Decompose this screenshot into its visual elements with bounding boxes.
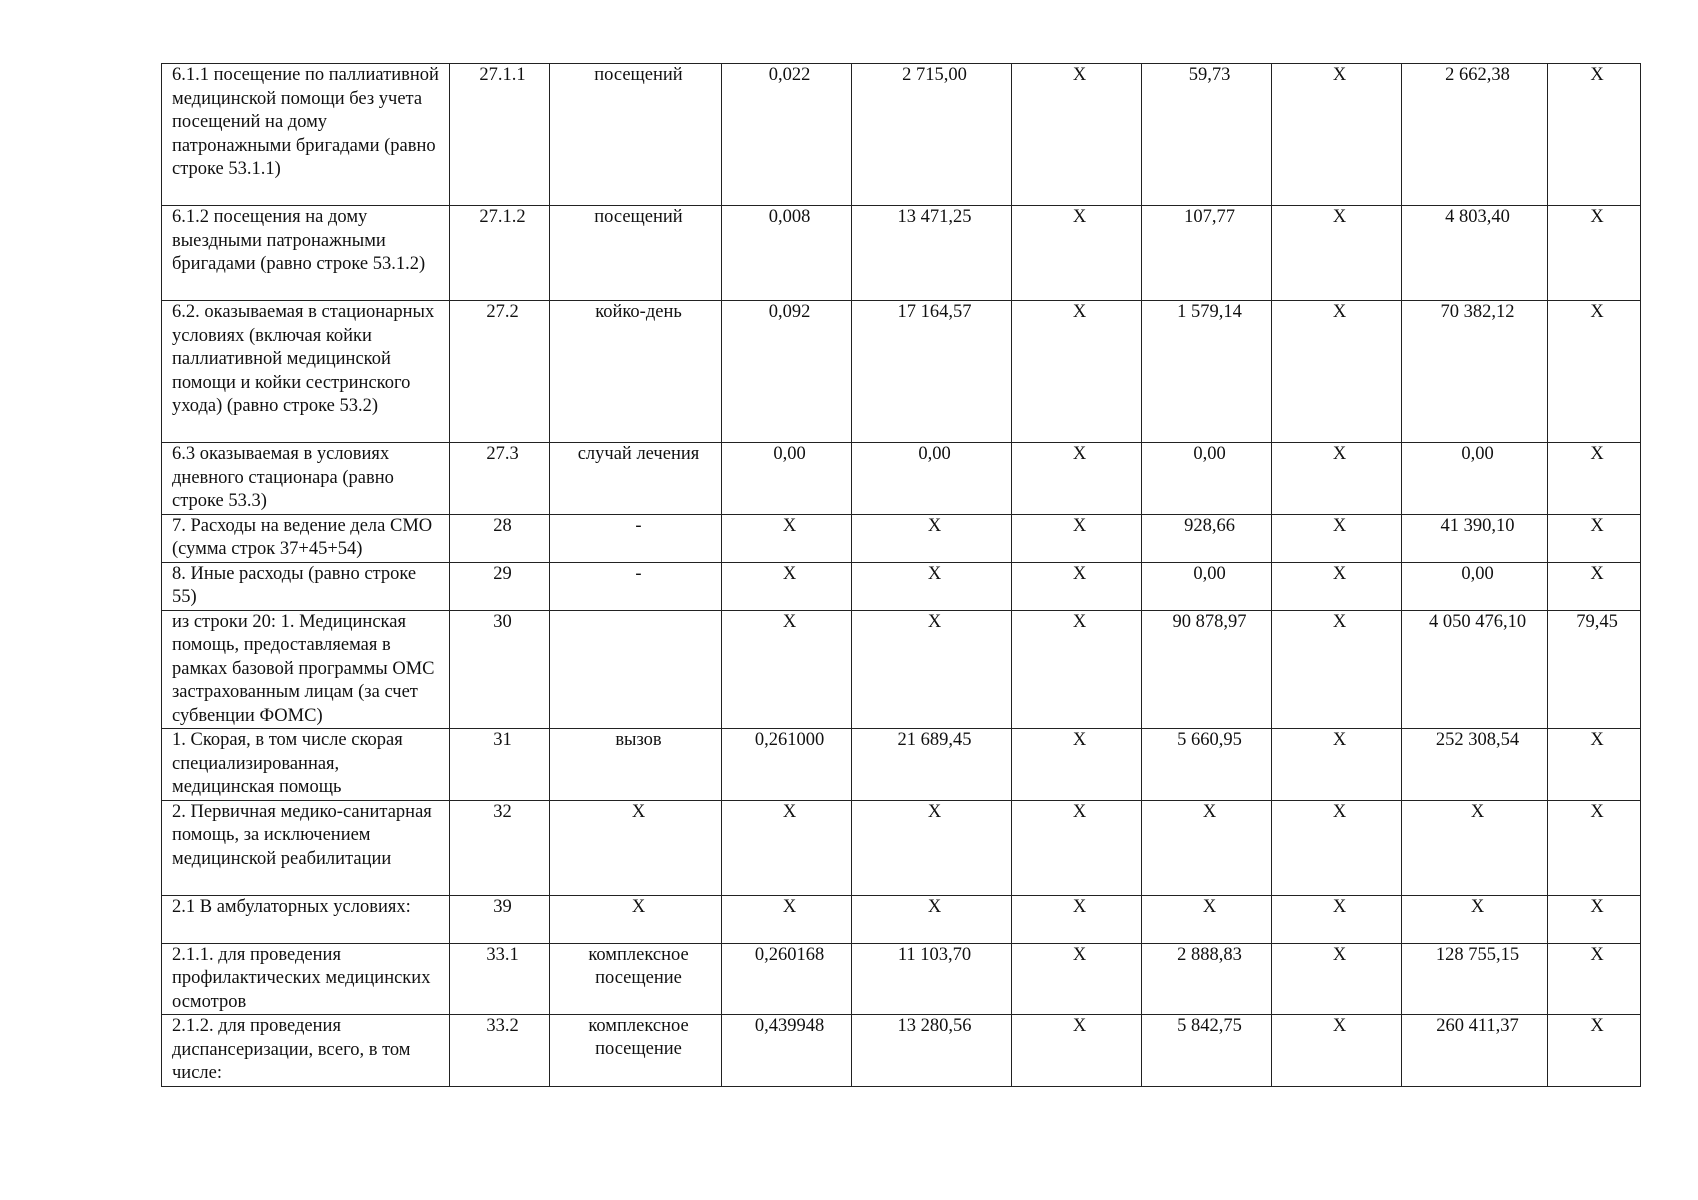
value-cell: X — [1142, 895, 1272, 943]
value-cell: 252 308,54 — [1402, 729, 1548, 801]
value-cell: 0,00 — [1402, 562, 1548, 610]
row-unit-cell: - — [550, 514, 722, 562]
value-cell: 90 878,97 — [1142, 610, 1272, 729]
value-cell: X — [1548, 895, 1641, 943]
row-code-cell: 27.2 — [450, 301, 550, 443]
row-name-cell: 6.1.2 посещения на дому выездными патронажными бригадами (равно строке 53.1.2) — [162, 206, 450, 301]
value-cell: X — [1402, 895, 1548, 943]
row-code-cell: 33.2 — [450, 1015, 550, 1087]
value-cell: 1 579,14 — [1142, 301, 1272, 443]
value-cell: 11 103,70 — [852, 943, 1012, 1015]
value-cell: X — [1272, 301, 1402, 443]
value-cell: 0,439948 — [722, 1015, 852, 1087]
value-cell: X — [1012, 729, 1142, 801]
value-cell: 41 390,10 — [1402, 514, 1548, 562]
value-cell: 21 689,45 — [852, 729, 1012, 801]
value-cell: 70 382,12 — [1402, 301, 1548, 443]
value-cell: 13 471,25 — [852, 206, 1012, 301]
row-name-cell: 8. Иные расходы (равно строке 55) — [162, 562, 450, 610]
value-cell: 17 164,57 — [852, 301, 1012, 443]
value-cell: X — [722, 610, 852, 729]
value-cell: X — [1012, 514, 1142, 562]
row-unit-cell — [550, 610, 722, 729]
value-cell: 13 280,56 — [852, 1015, 1012, 1087]
table-row — [162, 443, 1641, 515]
table-row — [162, 301, 1641, 443]
value-cell: 2 715,00 — [852, 64, 1012, 206]
table-row — [162, 610, 1641, 729]
row-name-cell: 6.3 оказываемая в условиях дневного стационара (равно строке 53.3) — [162, 443, 450, 515]
value-cell: X — [1272, 729, 1402, 801]
table-row — [162, 800, 1641, 895]
value-cell: 0,00 — [1402, 443, 1548, 515]
row-code-cell: 33.1 — [450, 943, 550, 1015]
row-code-cell: 27.1.2 — [450, 206, 550, 301]
row-name-cell: 2.1.1. для проведения профилактических медицинских осмотров — [162, 943, 450, 1015]
row-name-cell: 6.2. оказываемая в стационарных условиях (включая койки паллиативной медицинской помощи и койки сестринского ухода) (равно строке 53.2) — [162, 301, 450, 443]
row-unit-cell: койко-день — [550, 301, 722, 443]
value-cell: X — [1402, 800, 1548, 895]
value-cell: X — [1012, 800, 1142, 895]
value-cell: X — [1272, 206, 1402, 301]
value-cell: X — [1272, 895, 1402, 943]
value-cell: X — [1548, 301, 1641, 443]
row-code-cell: 39 — [450, 895, 550, 943]
value-cell: X — [722, 895, 852, 943]
value-cell: 128 755,15 — [1402, 943, 1548, 1015]
value-cell: 59,73 — [1142, 64, 1272, 206]
value-cell: 928,66 — [1142, 514, 1272, 562]
table-body — [162, 64, 1641, 1087]
table-row — [162, 206, 1641, 301]
value-cell: X — [1012, 895, 1142, 943]
table-row — [162, 729, 1641, 801]
value-cell: 0,022 — [722, 64, 852, 206]
value-cell: 0,092 — [722, 301, 852, 443]
row-code-cell: 27.1.1 — [450, 64, 550, 206]
value-cell: X — [1272, 800, 1402, 895]
value-cell: X — [1012, 1015, 1142, 1087]
value-cell: 4 050 476,10 — [1402, 610, 1548, 729]
value-cell: X — [852, 514, 1012, 562]
value-cell: X — [852, 610, 1012, 729]
value-cell: X — [1272, 443, 1402, 515]
table-row — [162, 895, 1641, 943]
value-cell: X — [1012, 610, 1142, 729]
row-name-cell: 7. Расходы на ведение дела СМО (сумма строк 37+45+54) — [162, 514, 450, 562]
row-name-cell: 2. Первичная медико-санитарная помощь, за исключением медицинской реабилитации — [162, 800, 450, 895]
row-code-cell: 27.3 — [450, 443, 550, 515]
value-cell: X — [1548, 64, 1641, 206]
value-cell: X — [1548, 729, 1641, 801]
value-cell: X — [1272, 610, 1402, 729]
value-cell: 79,45 — [1548, 610, 1641, 729]
value-cell: X — [1012, 562, 1142, 610]
value-cell: X — [1012, 943, 1142, 1015]
row-code-cell: 31 — [450, 729, 550, 801]
value-cell: 0,008 — [722, 206, 852, 301]
value-cell: 0,00 — [1142, 562, 1272, 610]
value-cell: 2 662,38 — [1402, 64, 1548, 206]
value-cell: X — [1272, 514, 1402, 562]
value-cell: X — [1272, 1015, 1402, 1087]
value-cell: X — [1272, 943, 1402, 1015]
row-name-cell: 2.1 В амбулаторных условиях: — [162, 895, 450, 943]
value-cell: X — [722, 800, 852, 895]
row-unit-cell: комплексное посещение — [550, 1015, 722, 1087]
value-cell: X — [1012, 443, 1142, 515]
value-cell: 107,77 — [1142, 206, 1272, 301]
value-cell: 4 803,40 — [1402, 206, 1548, 301]
value-cell: 0,261000 — [722, 729, 852, 801]
row-unit-cell: X — [550, 800, 722, 895]
value-cell: X — [1548, 1015, 1641, 1087]
value-cell: X — [722, 562, 852, 610]
value-cell: X — [1548, 562, 1641, 610]
value-cell: X — [1142, 800, 1272, 895]
value-cell: X — [852, 895, 1012, 943]
row-unit-cell: посещений — [550, 206, 722, 301]
value-cell: X — [1272, 64, 1402, 206]
value-cell: X — [1548, 514, 1641, 562]
value-cell: X — [1012, 301, 1142, 443]
row-code-cell: 32 — [450, 800, 550, 895]
row-code-cell: 28 — [450, 514, 550, 562]
value-cell: X — [1548, 443, 1641, 515]
row-code-cell: 30 — [450, 610, 550, 729]
row-name-cell: из строки 20: 1. Медицинская помощь, предоставляемая в рамках базовой программы ОМС застрахованным лицам (за счет субвенции ФОМС) — [162, 610, 450, 729]
value-cell: X — [1012, 64, 1142, 206]
row-code-cell: 29 — [450, 562, 550, 610]
value-cell: X — [852, 800, 1012, 895]
value-cell: X — [722, 514, 852, 562]
row-name-cell: 2.1.2. для проведения диспансеризации, всего, в том числе: — [162, 1015, 450, 1087]
value-cell: X — [1548, 800, 1641, 895]
tariff-table — [161, 63, 1641, 1087]
value-cell: 260 411,37 — [1402, 1015, 1548, 1087]
value-cell: X — [1548, 943, 1641, 1015]
table-row — [162, 943, 1641, 1015]
value-cell: 5 842,75 — [1142, 1015, 1272, 1087]
table-row — [162, 1015, 1641, 1087]
value-cell: X — [1548, 206, 1641, 301]
row-name-cell: 6.1.1 посещение по паллиативной медицинской помощи без учета посещений на дому патронажными бригадами (равно строке 53.1.1) — [162, 64, 450, 206]
table-row — [162, 64, 1641, 206]
value-cell: 0,00 — [722, 443, 852, 515]
value-cell: 0,00 — [1142, 443, 1272, 515]
table-row — [162, 514, 1641, 562]
value-cell: 5 660,95 — [1142, 729, 1272, 801]
row-unit-cell: случай лечения — [550, 443, 722, 515]
row-unit-cell: вызов — [550, 729, 722, 801]
row-name-cell: 1. Скорая, в том числе скорая специализированная, медицинская помощь — [162, 729, 450, 801]
table-row — [162, 562, 1641, 610]
value-cell: X — [1272, 562, 1402, 610]
value-cell: X — [852, 562, 1012, 610]
value-cell: 0,00 — [852, 443, 1012, 515]
row-unit-cell: X — [550, 895, 722, 943]
row-unit-cell: - — [550, 562, 722, 610]
row-unit-cell: комплексное посещение — [550, 943, 722, 1015]
row-unit-cell: посещений — [550, 64, 722, 206]
value-cell: X — [1012, 206, 1142, 301]
value-cell: 0,260168 — [722, 943, 852, 1015]
value-cell: 2 888,83 — [1142, 943, 1272, 1015]
